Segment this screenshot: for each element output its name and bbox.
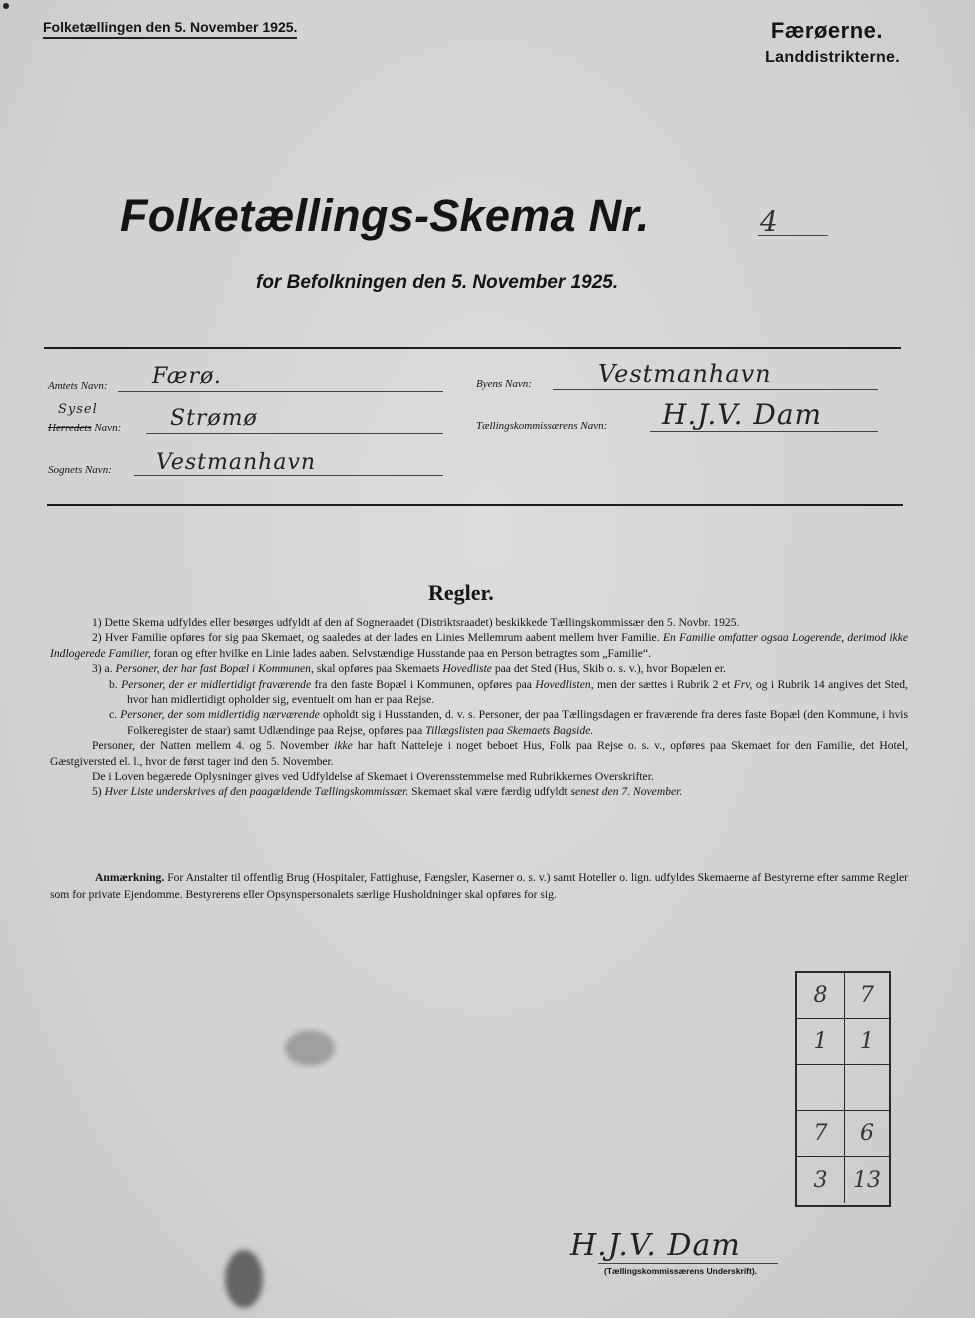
district-subtitle: Landdistrikterne. (765, 49, 900, 66)
rule-2 (50, 630, 908, 661)
rule-2-italic: En Familie omfatter ogsaa Logerende, derimod ikke Indlogerede Familier, (50, 631, 908, 660)
commissioner-signature: H.J.V. Dam (570, 1228, 741, 1263)
corner-mark (3, 3, 9, 9)
herred-label (48, 422, 121, 434)
rules-heading: Regler. (428, 580, 494, 605)
rule-3a-num: 3) a. (92, 662, 116, 676)
sogn-label: Sognets Navn: (48, 464, 112, 476)
bottom-rule (47, 504, 903, 506)
rule-1: 1) Dette Skema udfyldes eller besørges udfyldt af den af Sogneraadet (Distriktsraadet) beskikkede Tællingskommissær den 5. Novbr. 1925. (92, 616, 740, 629)
form-subtitle: for Befolkningen den 5. November 1925. (256, 272, 619, 293)
sogn-value: Vestmanhavn (156, 450, 317, 475)
signature-caption: (Tællingskommissærens Underskrift). (604, 1266, 758, 1276)
herred-value: Strømø (170, 406, 258, 431)
annotation-note (50, 869, 908, 903)
rule-2-rest: foran og efter hvilke en Linie lades aaben. Selvstændige Husstande paa en Person betragtes som „Familie“. (150, 646, 651, 660)
ink-smudge (285, 1030, 335, 1066)
rule-3c (50, 707, 908, 738)
by-label: Byens Navn: (476, 378, 532, 390)
rule-5 (50, 784, 908, 799)
top-rule (44, 347, 901, 349)
kommissaer-value: H.J.V. Dam (662, 398, 823, 431)
rule-3b (50, 677, 908, 708)
rule-3b-list: Hovedlisten, (535, 677, 594, 691)
annotation-label: Anmærkning. (95, 871, 165, 884)
rule-2-text: 2) Hver Familie opføres for sig paa Skemaet, og saaledes at der lades en Linies Mellemrum aabent mellem hver Familie. (92, 631, 663, 645)
tally-cell: 6 (845, 1111, 889, 1157)
tally-cell: 3 (797, 1157, 845, 1203)
rule-3c-list: Tillægslisten paa Skemaets Bagside. (425, 723, 594, 737)
census-header-line: Folketællingen den 5. November 1925. (43, 19, 297, 39)
rule-3b-num: b. (109, 677, 122, 691)
tally-cell: 1 (845, 1019, 889, 1065)
rule-3b-frv: Frv, (733, 677, 753, 691)
rule-3a (50, 661, 908, 676)
tally-cell (797, 1065, 845, 1111)
tally-cell: 7 (797, 1111, 845, 1157)
tally-cell (845, 1065, 889, 1111)
sogn-line (134, 475, 443, 476)
form-title: Folketællings-Skema Nr. (120, 190, 650, 241)
kommissaer-label: Tællingskommissærens Navn: (476, 420, 608, 432)
rule-5-num: 5) (92, 785, 105, 799)
amt-label: Amtets Navn: (48, 380, 108, 392)
tally-cell: 13 (853, 1167, 881, 1193)
rule-5-italic: Hver Liste underskrives af den paagældende Tællingskommissær. (104, 785, 409, 799)
rule-3d-text: Personer, der Natten mellem 4. og 5. November (92, 739, 335, 753)
ink-blot (225, 1250, 263, 1308)
rule-3b-text2: men der sættes i Rubrik 2 et (593, 677, 734, 691)
tally-grid (795, 971, 891, 1207)
by-value: Vestmanhavn (598, 360, 772, 388)
tally-cell: 1 (797, 1019, 845, 1065)
rule-4: De i Loven begærede Oplysninger gives ved Udfyldelse af Skemaet i Overensstemmelse med Rubrikkernes Overskrifter. (92, 770, 654, 784)
annotation-paragraph (50, 869, 908, 903)
form-number: 4 (760, 205, 778, 238)
tally-cell: 8 (797, 973, 845, 1019)
rule-3c-italic: Personer, der som midlertidig nærværende (120, 708, 320, 722)
rule-3a-text: skal opføres paa Skemaets (313, 662, 443, 676)
herred-line (146, 433, 443, 434)
amt-value: Færø. (152, 364, 222, 389)
rule-3d-rest: har haft Natteleje i noget beboet Hus, Folk paa Rejse o. s. v., opføres paa Skemaet for den Familie, det Hotel, Gæstgiversted el. l., hvor de først tager ind den 5. November. (50, 739, 908, 768)
rule-3d (50, 738, 908, 769)
rules-text (50, 615, 908, 800)
rule-5-deadline: senest den 7. November. (570, 785, 683, 799)
herred-correction: Sysel (58, 402, 98, 417)
rule-3a-list: Hovedliste (442, 662, 492, 676)
form-number-line (758, 235, 828, 236)
by-line (553, 389, 878, 390)
tally-cell: 7 (845, 973, 889, 1019)
rule-3c-num: c. (109, 708, 121, 722)
amt-line (118, 391, 443, 392)
herred-label-struck: Herredets (48, 422, 92, 434)
rule-3a-rest: paa det Sted (Hus, Skib o. s. v.), hvor Bopælen er. (491, 662, 726, 676)
herred-label-suffix: Navn: (91, 422, 122, 434)
annotation-text: For Anstalter til offentlig Brug (Hospitaler, Fattighuse, Fængsler, Kaserner o. s. v.) samt Hoteller o. lign. udfyldes Skemaerne af Bestyrerne efter samme Regler som for private Ejendomme. Bestyrerens eller Opsynspersonalets særlige Husholdninger skal opføres for sig. (50, 871, 908, 901)
rule-3a-italic: Personer, der har fast Bopæl i Kommunen, (115, 662, 314, 676)
rule-3b-text: fra den faste Bopæl i Kommunen, opføres paa (311, 677, 536, 691)
rule-5-text: Skemaet skal være færdig udfyldt (408, 785, 571, 799)
rule-3c-text: opholdt sig i Husstanden, d. v. s. Personer, der paa Tællingsdagen er fraværende fra deres faste Bopæl (den Kommune, i hvis Folkeregister de staar) samt Udlændinge paa Rejse, opføres paa (127, 708, 908, 737)
rule-3b-rest: og i Rubrik 14 angives det Sted, hvor han midlertidigt opholder sig, eventuelt om han er paa Rejse. (127, 677, 908, 707)
region-title: Færøerne. (770, 18, 883, 43)
kommissaer-line (650, 431, 878, 432)
rule-3d-ikke: ikke (334, 739, 353, 753)
signature-line (598, 1263, 778, 1264)
rule-3b-italic: Personer, der er midlertidigt fraværende (121, 677, 312, 691)
